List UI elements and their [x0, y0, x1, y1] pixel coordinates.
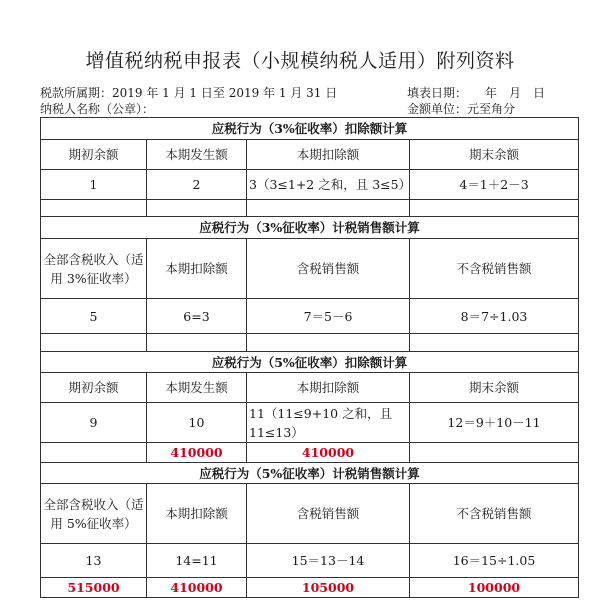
header-cell: 含税销售额	[247, 484, 410, 544]
form-title: 增值税纳税申报表（小规模纳税人适用）附列资料	[85, 50, 515, 72]
header-cell: 本期发生额	[147, 140, 247, 170]
formula-cell: 8＝7÷1.03	[410, 299, 579, 334]
section-title: 应税行为（3%征收率）计税销售额计算	[41, 217, 579, 239]
value-cell[interactable]: 410000	[247, 443, 410, 463]
value-cell[interactable]	[410, 443, 579, 463]
value-cell[interactable]: 105000	[247, 578, 410, 598]
header-cell: 不含税销售额	[410, 239, 579, 299]
section-title: 应税行为（5%征收率）计税销售额计算	[41, 463, 579, 484]
header-cell: 期初余额	[41, 140, 147, 170]
value-cell[interactable]	[41, 334, 147, 352]
formula-cell: 9	[41, 403, 147, 443]
section-title: 应税行为（5%征收率）扣除额计算	[41, 352, 579, 373]
value-cell[interactable]	[410, 334, 579, 352]
value-cell[interactable]: 410000	[147, 578, 247, 598]
value-cell[interactable]	[247, 334, 410, 352]
taxpayer-name: 纳税人名称（公章）：	[40, 102, 155, 116]
formula-cell: 6=3	[147, 299, 247, 334]
header-cell: 本期发生额	[147, 373, 247, 403]
header-cell: 全部含税收入（适用 5%征收率）	[41, 484, 147, 544]
formula-cell: 2	[147, 170, 247, 200]
formula-cell: 15＝13－14	[247, 544, 410, 578]
formula-cell: 4＝1＋2－3	[410, 170, 579, 200]
value-cell[interactable]	[410, 200, 579, 217]
value-cell[interactable]: 515000	[41, 578, 147, 598]
tax-period: 税款所属期：2019 年 1 月 1 日至 2019 年 1 月 31 日	[40, 86, 338, 100]
header-cell: 期末余额	[410, 140, 579, 170]
formula-cell: 16＝15÷1.05	[410, 544, 579, 578]
header-cell: 本期扣除额	[147, 484, 247, 544]
formula-cell: 14=11	[147, 544, 247, 578]
value-cell[interactable]	[247, 200, 410, 217]
header-cell: 全部含税收入（适用 3%征收率）	[41, 239, 147, 299]
header-cell: 期末余额	[410, 373, 579, 403]
value-cell[interactable]	[147, 334, 247, 352]
formula-cell: 7＝5－6	[247, 299, 410, 334]
section-title: 应税行为（3%征收率）扣除额计算	[41, 118, 579, 140]
formula-cell: 13	[41, 544, 147, 578]
value-cell[interactable]: 100000	[410, 578, 579, 598]
value-cell[interactable]	[41, 443, 147, 463]
header-cell: 本期扣除额	[247, 140, 410, 170]
header-cell: 不含税销售额	[410, 484, 579, 544]
fill-date: 填表日期： 年 月 日	[407, 86, 546, 100]
formula-cell: 1	[41, 170, 147, 200]
formula-cell: 11（11≤9+10 之和，且 11≤13）	[247, 403, 410, 443]
value-cell[interactable]	[41, 200, 147, 217]
header-cell: 含税销售额	[247, 239, 410, 299]
attachment-table	[40, 117, 579, 598]
formula-cell: 12＝9＋10－11	[410, 403, 579, 443]
amount-unit: 金额单位：元至角分	[407, 102, 516, 116]
header-cell: 本期扣除额	[247, 373, 410, 403]
formula-cell: 10	[147, 403, 247, 443]
formula-cell: 3（3≤1+2 之和，且 3≤5）	[247, 170, 410, 200]
header-cell: 本期扣除额	[147, 239, 247, 299]
formula-cell: 5	[41, 299, 147, 334]
value-cell[interactable]: 410000	[147, 443, 247, 463]
value-cell[interactable]	[147, 200, 247, 217]
header-cell: 期初余额	[41, 373, 147, 403]
